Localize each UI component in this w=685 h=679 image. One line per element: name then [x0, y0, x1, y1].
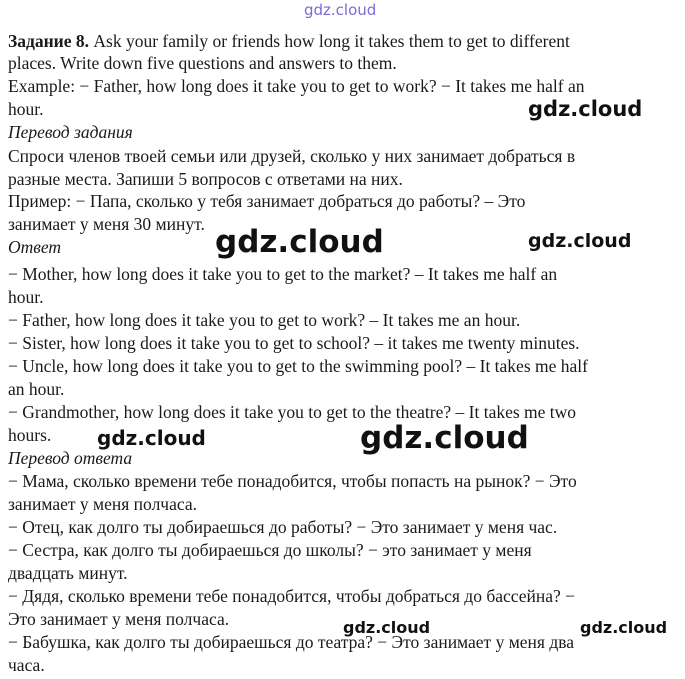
task-label: Задание 8.	[8, 31, 90, 51]
translation-task-line-2: разные места. Запиши 5 вопросов с ответами на них.	[8, 169, 403, 189]
answer-line: hour.	[8, 287, 44, 307]
translation-answer-heading: Перевод ответа	[8, 448, 133, 468]
translation-answer-line: − Мама, сколько времени тебе понадобится, чтобы попасть на рынок? − Это	[8, 471, 577, 491]
watermark-2: gdz.cloud	[215, 224, 384, 260]
watermark-1: gdz.cloud	[528, 97, 643, 121]
translation-answer-line: часа.	[8, 655, 45, 675]
watermark-top: gdz.cloud	[304, 1, 377, 19]
translation-answer-line: двадцать минут.	[8, 563, 128, 583]
translation-task-heading: Перевод задания	[8, 122, 133, 142]
task-line-2: places. Write down five questions and answers to them.	[8, 53, 397, 73]
translation-answer-line: − Дядя, сколько времени тебе понадобится, чтобы добраться до бассейна? −	[8, 586, 576, 606]
watermark-6: gdz.cloud	[343, 618, 431, 637]
translation-answer-line: − Сестра, как долго ты добираешься до школы? − это занимает у меня	[8, 540, 532, 560]
answer-line: an hour.	[8, 379, 65, 399]
task-text-1: Ask your family or friends how long it takes them to get to different	[89, 31, 570, 51]
translation-answer-line: Это занимает у меня полчаса.	[8, 609, 230, 629]
example-line-2: hour.	[8, 99, 44, 119]
watermark-7: gdz.cloud	[580, 618, 668, 637]
translation-task-line-1: Спроси членов твоей семьи или друзей, сколько у них занимает добраться в	[8, 146, 576, 166]
task-line-1	[8, 30, 570, 52]
example-line-1: Example: − Father, how long does it take you to get to work? − It takes me half an	[8, 76, 585, 96]
answer-line: − Father, how long does it take you to get to work? – It takes me an hour.	[8, 310, 521, 330]
watermark-3: gdz.cloud	[528, 230, 632, 252]
answer-line: hours.	[8, 425, 52, 445]
answer-line: − Grandmother, how long does it take you to get to the theatre? – It takes me two	[8, 402, 577, 422]
answer-line: − Uncle, how long does it take you to get to the swimming pool? – It takes me half	[8, 356, 588, 376]
translation-task-line-4: занимает у меня 30 минут.	[8, 214, 205, 234]
translation-answer-line: занимает у меня полчаса.	[8, 494, 197, 514]
watermark-5: gdz.cloud	[360, 420, 529, 456]
answer-heading: Ответ	[8, 237, 62, 257]
translation-answer-line: − Бабушка, как долго ты добираешься до театра? − Это занимает у меня два	[8, 632, 575, 652]
answer-line: − Sister, how long does it take you to get to school? – it takes me twenty minutes.	[8, 333, 580, 353]
answer-line: − Mother, how long does it take you to get to the market? – It takes me half an	[8, 264, 558, 284]
watermark-4: gdz.cloud	[97, 426, 206, 450]
translation-task-line-3: Пример: − Папа, сколько у тебя занимает добраться до работы? – Это	[8, 191, 526, 211]
translation-answer-line: − Отец, как долго ты добираешься до работы? − Это занимает у меня час.	[8, 517, 558, 537]
